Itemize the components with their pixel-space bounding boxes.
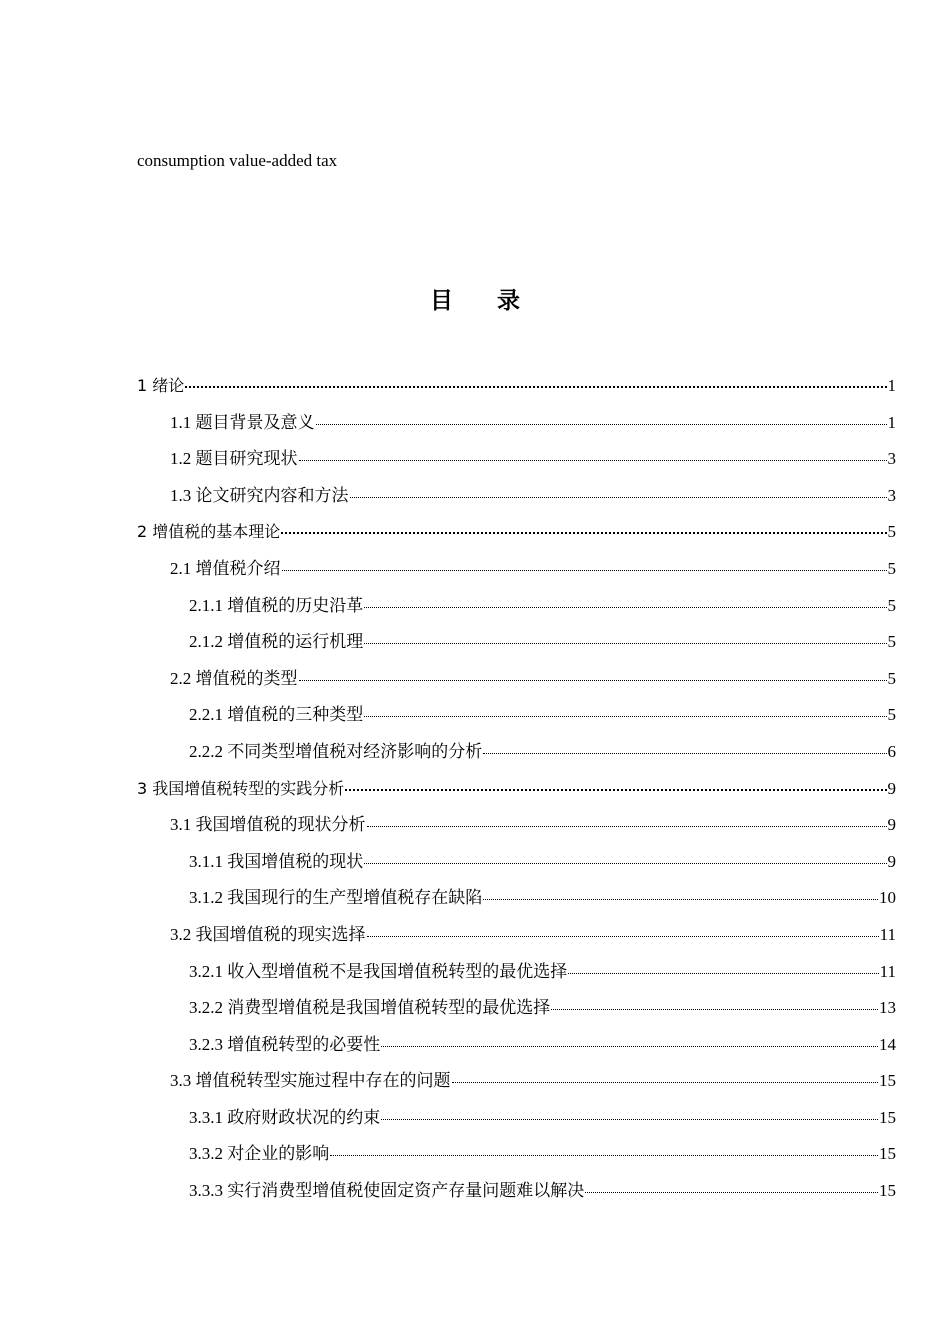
- toc-entry[interactable]: [137, 1136, 896, 1173]
- toc-title: [0, 284, 950, 318]
- toc-dot-leader: [483, 898, 878, 900]
- toc-entry-page-number: 11: [879, 924, 896, 944]
- toc-entry-page-number: 11: [879, 961, 896, 981]
- toc-entry-page-number: 10: [879, 888, 896, 908]
- toc-dot-leader: [350, 496, 887, 498]
- toc-dot-leader: [185, 385, 886, 388]
- toc-entry-label: 3.3 增值税转型实施过程中存在的问题: [170, 1071, 451, 1091]
- toc-entry-page-number: 5: [887, 668, 896, 688]
- toc-entry[interactable]: [137, 844, 896, 881]
- toc-entry-label: 2.2.1 增值税的三种类型: [189, 705, 364, 725]
- toc-entry[interactable]: [137, 1027, 896, 1064]
- toc-entry-label: 3.3.2 对企业的影响: [189, 1144, 330, 1164]
- toc-entry-label: 3 我国增值税转型的实践分析: [137, 778, 345, 798]
- toc-dot-leader: [364, 862, 886, 864]
- toc-entry[interactable]: [137, 990, 896, 1027]
- toc-entry-label: 3.2.1 收入型增值税不是我国增值税转型的最优选择: [189, 961, 568, 981]
- toc-dot-leader: [568, 972, 878, 974]
- toc-entry[interactable]: [137, 405, 896, 442]
- toc-entry-label: 1.1 题目背景及意义: [170, 412, 315, 432]
- toc-entry-label: 2.1.2 增值税的运行机理: [189, 632, 364, 652]
- table-of-contents: [137, 368, 896, 1210]
- toc-entry[interactable]: [137, 1063, 896, 1100]
- toc-entry-label: 3.1.2 我国现行的生产型增值税存在缺陷: [189, 888, 483, 908]
- toc-entry-page-number: 9: [887, 851, 896, 871]
- toc-entry[interactable]: [137, 368, 896, 405]
- toc-dot-leader: [299, 459, 887, 461]
- toc-dot-leader: [316, 423, 887, 425]
- toc-entry[interactable]: [137, 624, 896, 661]
- toc-entry-label: 2.2 增值税的类型: [170, 668, 298, 688]
- toc-entry-page-number: 15: [879, 1181, 896, 1201]
- toc-entry[interactable]: [137, 661, 896, 698]
- toc-entry-page-number: 6: [887, 741, 896, 761]
- toc-dot-leader: [367, 935, 879, 937]
- toc-entry-label: 3.2 我国增值税的现实选择: [170, 924, 366, 944]
- toc-entry[interactable]: [137, 1173, 896, 1210]
- toc-entry-page-number: 1: [887, 412, 896, 432]
- toc-entry-label: 2 增值税的基本理论: [137, 522, 281, 542]
- toc-entry-page-number: 5: [887, 558, 896, 578]
- toc-entry-label: 3.3.3 实行消费型增值税使固定资产存量问题难以解决: [189, 1181, 585, 1201]
- toc-dot-leader: [585, 1191, 878, 1193]
- toc-entry-label: 1.3 论文研究内容和方法: [170, 485, 349, 505]
- toc-entry[interactable]: [137, 514, 896, 551]
- toc-entry[interactable]: [137, 734, 896, 771]
- toc-entry-page-number: 9: [887, 815, 896, 835]
- toc-title-char-1: 目: [430, 288, 453, 314]
- toc-entry-label: 3.1 我国增值税的现状分析: [170, 815, 366, 835]
- toc-dot-leader: [299, 679, 887, 681]
- toc-entry[interactable]: [137, 917, 896, 954]
- toc-dot-leader: [281, 531, 886, 534]
- toc-dot-leader: [364, 715, 886, 717]
- toc-entry-page-number: 14: [879, 1034, 896, 1054]
- toc-entry[interactable]: [137, 954, 896, 991]
- toc-entry-label: 3.3.1 政府财政状况的约束: [189, 1107, 381, 1127]
- toc-entry[interactable]: [137, 588, 896, 625]
- toc-entry-label: 2.1.1 增值税的历史沿革: [189, 595, 364, 615]
- toc-dot-leader: [364, 606, 886, 608]
- toc-dot-leader: [364, 642, 886, 644]
- toc-entry[interactable]: [137, 1100, 896, 1137]
- toc-entry-label: 1 绪论: [137, 376, 185, 395]
- toc-entry-label: 2.2.2 不同类型增值税对经济影响的分析: [189, 741, 483, 761]
- toc-entry-page-number: 1: [887, 376, 896, 395]
- toc-entry-label: 3.2.2 消费型增值税是我国增值税转型的最优选择: [189, 998, 551, 1018]
- toc-entry[interactable]: [137, 807, 896, 844]
- toc-dot-leader: [551, 1008, 878, 1010]
- toc-entry[interactable]: [137, 771, 896, 808]
- toc-entry-page-number: 3: [887, 449, 896, 469]
- toc-entry-page-number: 3: [887, 485, 896, 505]
- toc-entry-label: 3.1.1 我国增值税的现状: [189, 851, 364, 871]
- toc-entry[interactable]: [137, 880, 896, 917]
- toc-entry-label: 2.1 增值税介绍: [170, 558, 281, 578]
- toc-entry[interactable]: [137, 697, 896, 734]
- toc-entry-page-number: 15: [879, 1071, 896, 1091]
- toc-dot-leader: [345, 788, 886, 791]
- toc-entry-page-number: 15: [879, 1144, 896, 1164]
- toc-entry-label: 1.2 题目研究现状: [170, 449, 298, 469]
- toc-dot-leader: [282, 569, 887, 571]
- toc-entry-label: 3.2.3 增值税转型的必要性: [189, 1034, 381, 1054]
- toc-dot-leader: [483, 752, 886, 754]
- toc-entry[interactable]: [137, 551, 896, 588]
- toc-entry-page-number: 5: [887, 632, 896, 652]
- toc-dot-leader: [367, 825, 887, 827]
- toc-entry-page-number: 5: [887, 522, 896, 542]
- toc-title-char-2: 录: [497, 288, 520, 314]
- toc-entry-page-number: 5: [887, 705, 896, 725]
- toc-entry[interactable]: [137, 441, 896, 478]
- toc-entry-page-number: 15: [879, 1107, 896, 1127]
- toc-dot-leader: [452, 1081, 879, 1083]
- toc-entry[interactable]: [137, 478, 896, 515]
- toc-entry-page-number: 13: [879, 998, 896, 1018]
- toc-dot-leader: [381, 1045, 878, 1047]
- toc-entry-page-number: 9: [887, 778, 896, 798]
- toc-dot-leader: [381, 1118, 878, 1120]
- keywords-continuation: consumption value-added tax: [137, 151, 338, 170]
- toc-dot-leader: [330, 1154, 878, 1156]
- toc-entry-page-number: 5: [887, 595, 896, 615]
